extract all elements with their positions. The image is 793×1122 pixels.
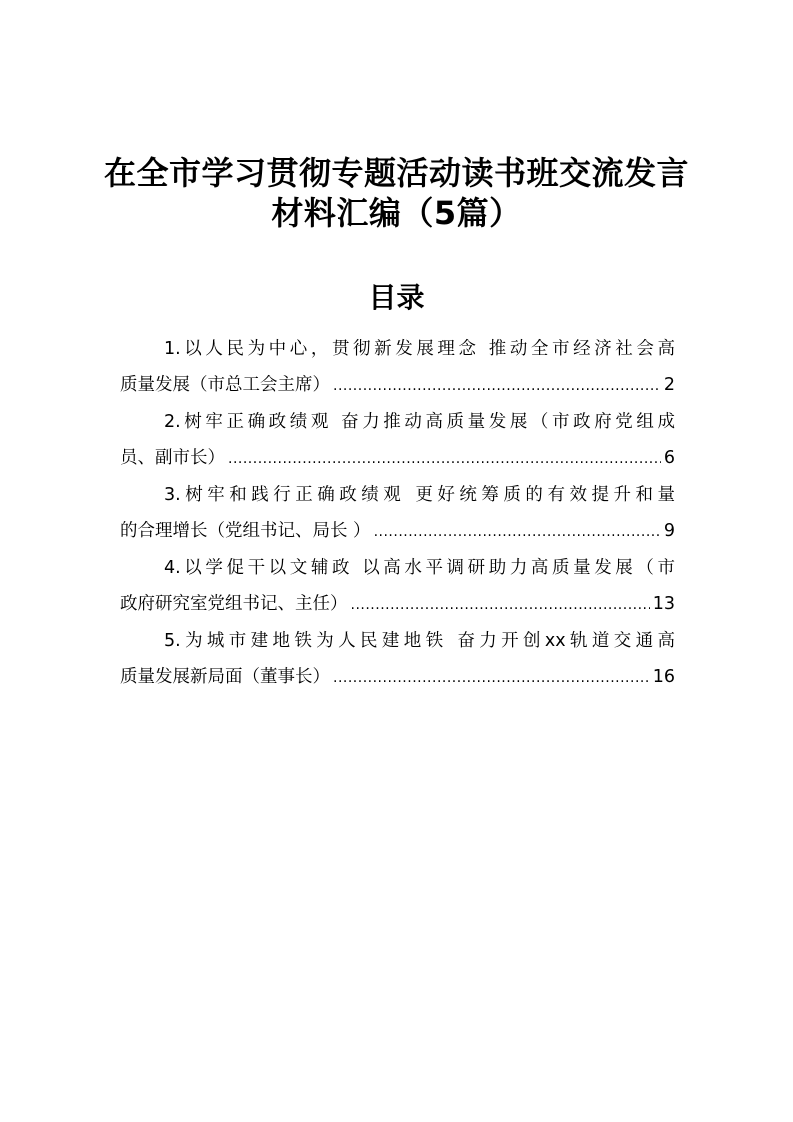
document-title-line-2: 材料汇编（5篇） [271, 194, 522, 232]
toc-entry-title-end: 的合理增长（党组书记、局长 ） [120, 521, 371, 541]
toc-entry-3[interactable] [120, 477, 675, 550]
toc-entry-title: 3.树牢和践行正确政绩观 更好统筹质的有效提升和量 [164, 485, 675, 505]
toc-entry-title-end: 质量发展（市总工会主席） [120, 375, 330, 395]
toc-page-number: 6 [663, 448, 675, 468]
toc-entry-continuation [120, 440, 675, 477]
toc-entry-title-end: 员、副市长） [120, 448, 225, 468]
toc-entry-continuation [120, 586, 675, 623]
toc-entry-continuation [120, 367, 675, 404]
toc-page-number: 16 [652, 667, 675, 687]
toc-entry-title: 5.为城市建地铁为人民建地铁 奋力开创xx轨道交通高 [164, 631, 675, 651]
toc-entry-title: 4.以学促干以文辅政 以高水平调研助力高质量发展（市 [164, 558, 675, 578]
dot-leader [351, 587, 650, 623]
toc-entry-title: 1.以人民为中心，贯彻新发展理念 推动全市经济社会高 [164, 339, 675, 359]
toc-page-number: 9 [663, 521, 675, 541]
toc-entry-title-end: 政府研究室党组书记、主任） [120, 594, 348, 614]
toc-entry-title: 2.树牢正确政绩观 奋力推动高质量发展（市政府党组成 [164, 412, 675, 432]
toc-page-number: 13 [652, 594, 675, 614]
toc-page-number: 2 [663, 375, 675, 395]
toc-entry-continuation [120, 659, 675, 696]
toc-entry-5[interactable] [120, 623, 675, 696]
toc-entry-title-end: 质量发展新局面（董事长） [120, 667, 330, 687]
toc-heading: 目录 [368, 281, 425, 314]
dot-leader [374, 514, 661, 550]
document-title-line-1: 在全市学习贯彻专题活动读书班交流发言 [103, 154, 689, 192]
toc-entry-4[interactable] [120, 550, 675, 623]
dot-leader [228, 441, 661, 477]
toc-entry-continuation [120, 513, 675, 550]
dot-leader [333, 368, 661, 404]
dot-leader [333, 660, 650, 696]
toc-entry-1[interactable] [120, 331, 675, 404]
table-of-contents [120, 331, 675, 696]
toc-entry-2[interactable] [120, 404, 675, 477]
